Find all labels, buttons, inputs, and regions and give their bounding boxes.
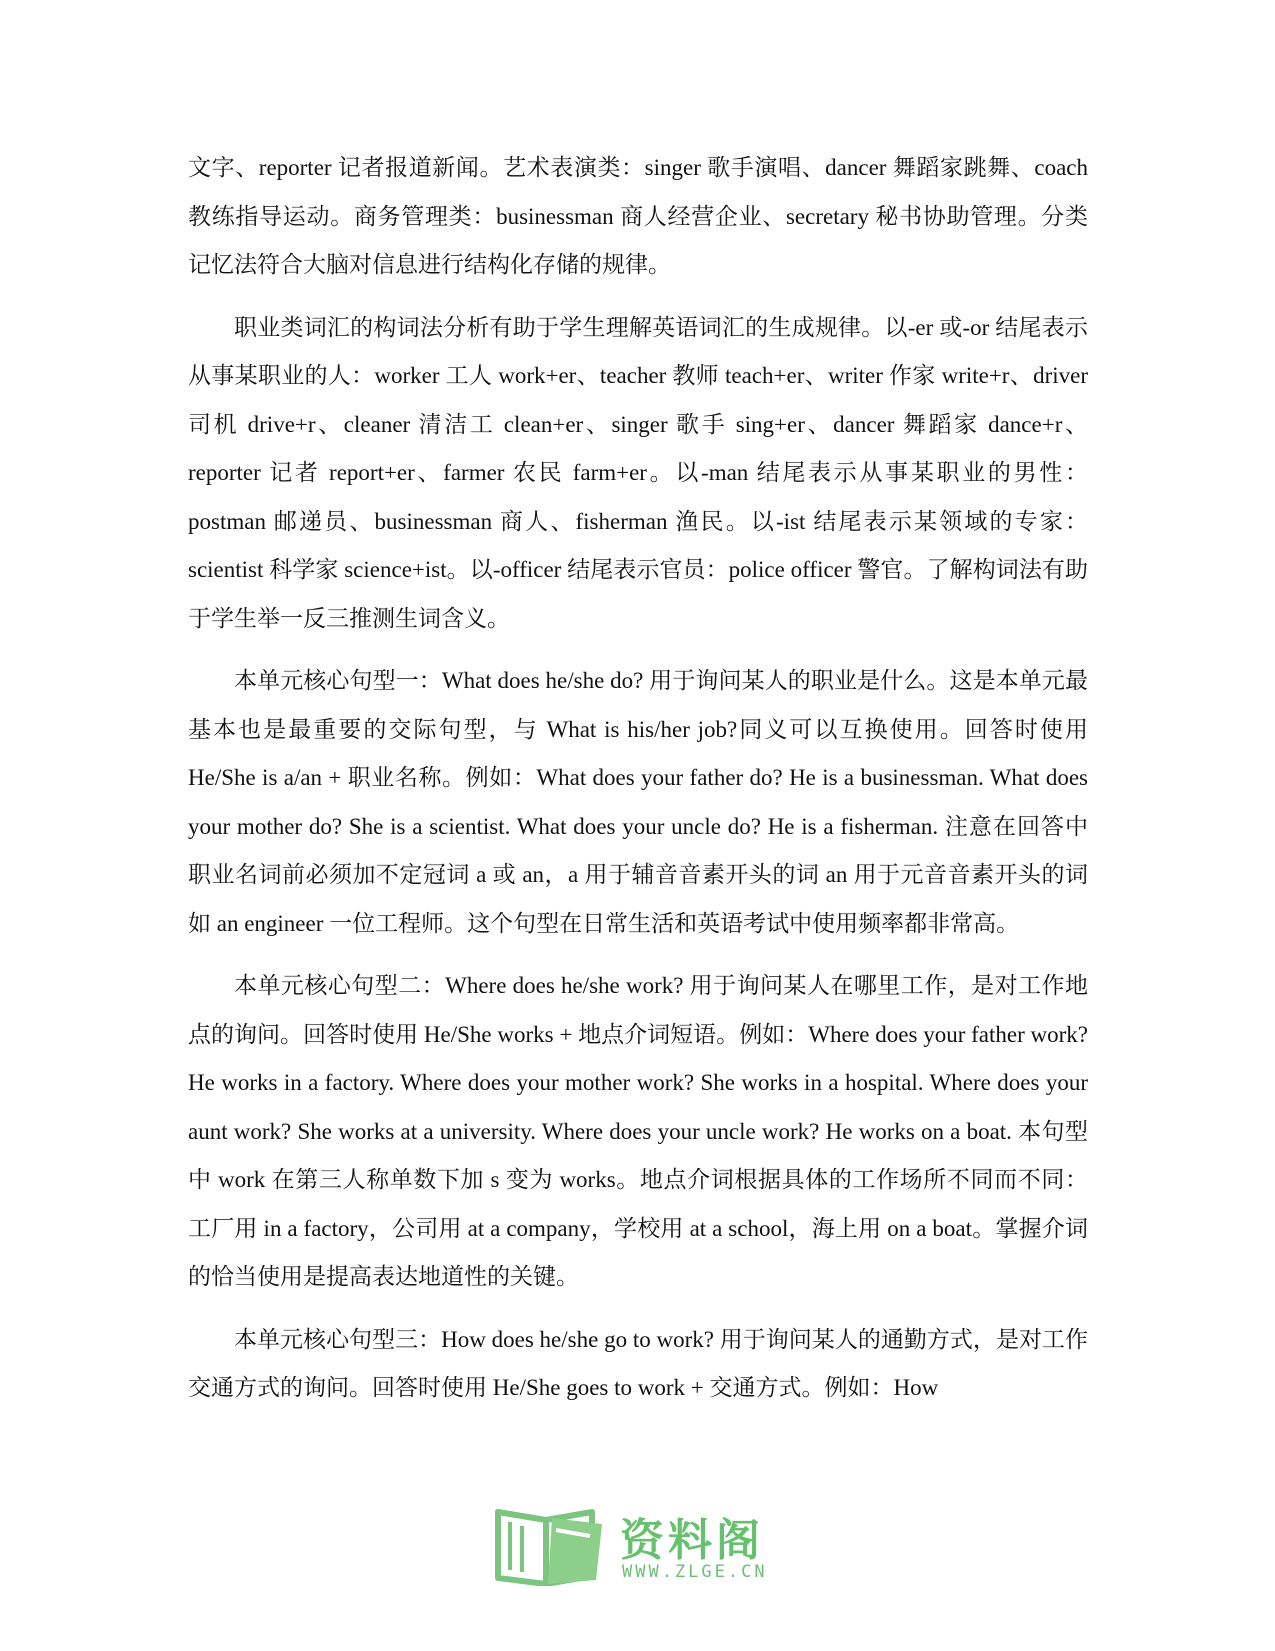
paragraph-5: 本单元核心句型三：How does he/she go to work? 用于询问某人的通勤方式，是对工作交通方式的询问。回答时使用 He/She goes to work + 交通方式。例如：How: [188, 1326, 1088, 1400]
watermark-brand: 资料阁: [620, 1515, 764, 1566]
document-body: [188, 144, 1088, 1427]
paragraph-1: 文字、reporter 记者报道新闻。艺术表演类：singer 歌手演唱、dancer 舞蹈家跳舞、coach 教练指导运动。商务管理类：businessman 商人经营企业、secretary 秘书协助管理。分类记忆法符合大脑对信息进行结构化存储的规律。: [188, 155, 1088, 277]
paragraph-3: 本单元核心句型一：What does he/she do? 用于询问某人的职业是什么。这是本单元最基本也是最重要的交际句型，与 What is his/her job?同义可以互换使用。回答时使用 He/She is a/an + 职业名称。例如：What does your father do? He is a businessman. What does your mother do? She is a scientist. What does your uncle do? He is a fisherman. 注意在回答中职业名词前必须加不定冠词 a 或 an，a 用于辅音音素开头的词 an 用于元音音素开头的词如 an engineer 一位工程师。这个句型在日常生活和英语考试中使用频率都非常高。: [188, 668, 1088, 936]
book-icon: [492, 1500, 612, 1586]
paragraph-2: 职业类词汇的构词法分析有助于学生理解英语词汇的生成规律。以-er 或-or 结尾表示从事某职业的人：worker 工人 work+er、teacher 教师 teach+er、writer 作家 write+r、driver 司机 drive+r、cleaner 清洁工 clean+er、singer 歌手 sing+er、dancer 舞蹈家 dance+r、reporter 记者 report+er、farmer 农民 farm+er。以-man 结尾表示从事某职业的男性：postman 邮递员、businessman 商人、fisherman 渔民。以-ist 结尾表示某领域的专家：scientist 科学家 science+ist。以-officer 结尾表示官员：police officer 警官。了解构词法有助于学生举一反三推测生词含义。: [188, 314, 1088, 631]
watermark-logo: [492, 1500, 782, 1590]
watermark-url: WWW.ZLGE.CN: [622, 1562, 768, 1582]
paragraph-4: 本单元核心句型二：Where does he/she work? 用于询问某人在哪里工作，是对工作地点的询问。回答时使用 He/She works + 地点介词短语。例如：Where does your father work? He works in a factory. Where does your mother work? She works in a hospital. Where does your aunt work? She works at a university. Where does your uncle work? He works on a boat. 本句型中 work 在第三人称单数下加 s 变为 works。地点介词根据具体的工作场所不同而不同：工厂用 in a factory，公司用 at a company，学校用 at a school，海上用 on a boat。掌握介词的恰当使用是提高表达地道性的关键。: [188, 973, 1088, 1289]
